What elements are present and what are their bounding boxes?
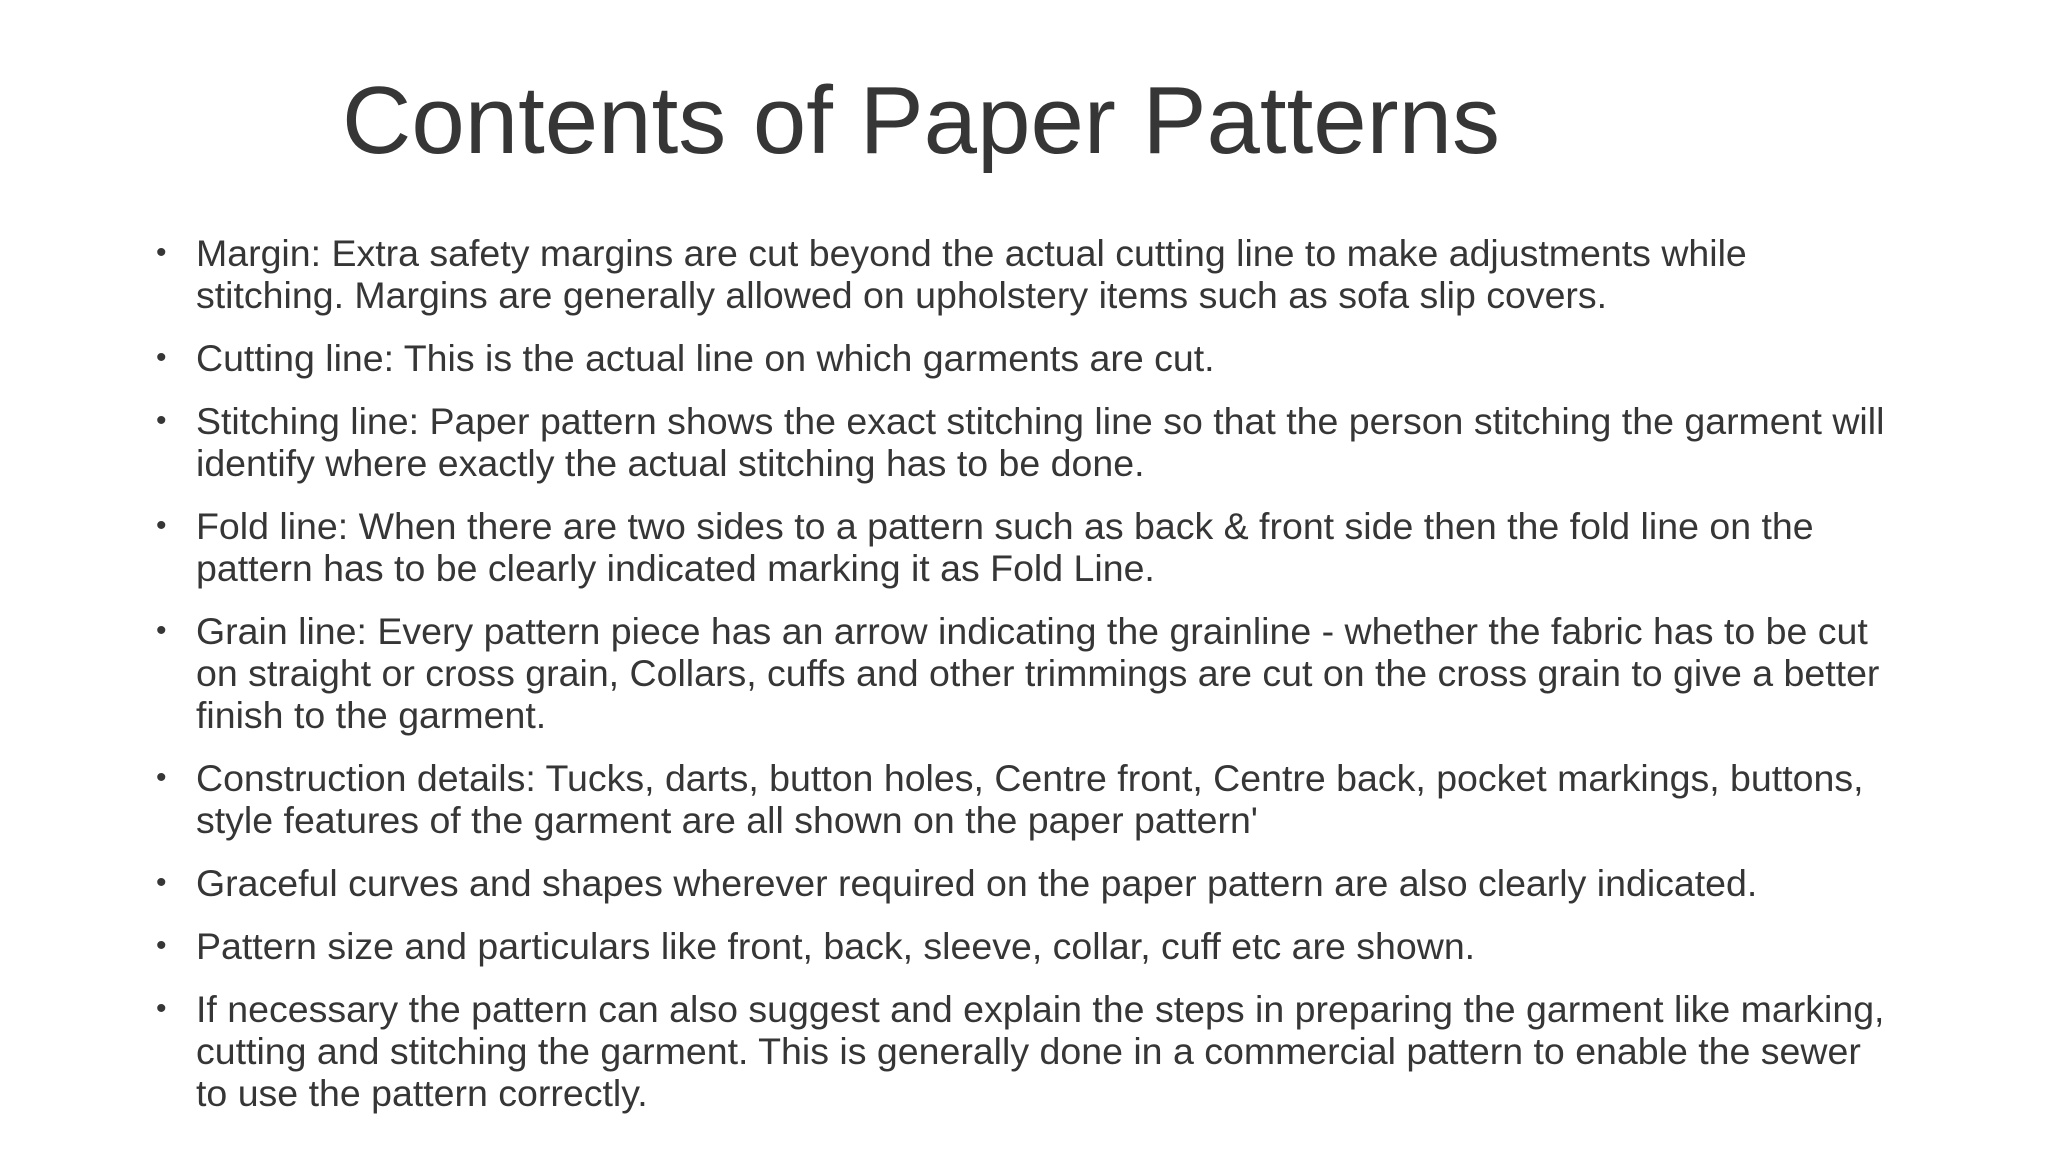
bullet-item-graceful-curves (156, 862, 1896, 904)
bullet-text: Fold line: When there are two sides to a pattern such as back & front side then the fold line on the pattern has to be clearly indicated marking it as Fold Line. (196, 505, 1814, 589)
bullet-dot-icon: • (156, 761, 167, 794)
bullet-dot-icon: • (156, 614, 167, 647)
bullet-text: Pattern size and particulars like front, back, sleeve, collar, cuff etc are shown. (196, 925, 1476, 967)
bullet-text: Graceful curves and shapes wherever required on the paper pattern are also clearly indicated. (196, 862, 1758, 904)
bullet-text: Grain line: Every pattern piece has an arrow indicating the grainline - whether the fabric has to be cut on straight or cross grain, Collars, cuffs and other trimmings are cut on the cross grain to give a better finish to the garment. (196, 610, 1880, 736)
bullet-item-construction-details (156, 757, 1896, 841)
bullet-item-margin (156, 232, 1896, 316)
bullet-item-cutting-line (156, 337, 1896, 379)
bullet-text: Margin: Extra safety margins are cut beyond the actual cutting line to make adjustments while stitching. Margins are generally allowed on upholstery items such as sofa slip covers. (196, 232, 1747, 316)
bullet-dot-icon: • (156, 341, 167, 374)
bullet-text: If necessary the pattern can also suggest and explain the steps in preparing the garment like marking, cutting and stitching the garment. This is generally done in a commercial pattern to enable the sewer to use the pattern correctly. (196, 988, 1885, 1114)
bullet-dot-icon: • (156, 509, 167, 542)
bullet-text: Stitching line: Paper pattern shows the exact stitching line so that the person stitching the garment will identify where exactly the actual stitching has to be done. (196, 400, 1885, 484)
bullet-text: Cutting line: This is the actual line on which garments are cut. (196, 337, 1215, 379)
bullet-text: Construction details: Tucks, darts, button holes, Centre front, Centre back, pocket markings, buttons, style features of the garment are all shown on the paper pattern' (196, 757, 1864, 841)
bullet-dot-icon: • (156, 866, 167, 899)
slide-title: Contents of Paper Patterns (342, 67, 1500, 174)
bullet-dot-icon: • (156, 929, 167, 962)
bullet-item-steps (156, 988, 1896, 1114)
bullet-item-stitching-line (156, 400, 1896, 484)
bullet-list (156, 232, 1896, 1135)
bullet-dot-icon: • (156, 404, 167, 437)
bullet-item-pattern-size (156, 925, 1896, 967)
bullet-dot-icon: • (156, 236, 167, 269)
bullet-item-grain-line (156, 610, 1896, 736)
bullet-item-fold-line (156, 505, 1896, 589)
bullet-dot-icon: • (156, 992, 167, 1025)
